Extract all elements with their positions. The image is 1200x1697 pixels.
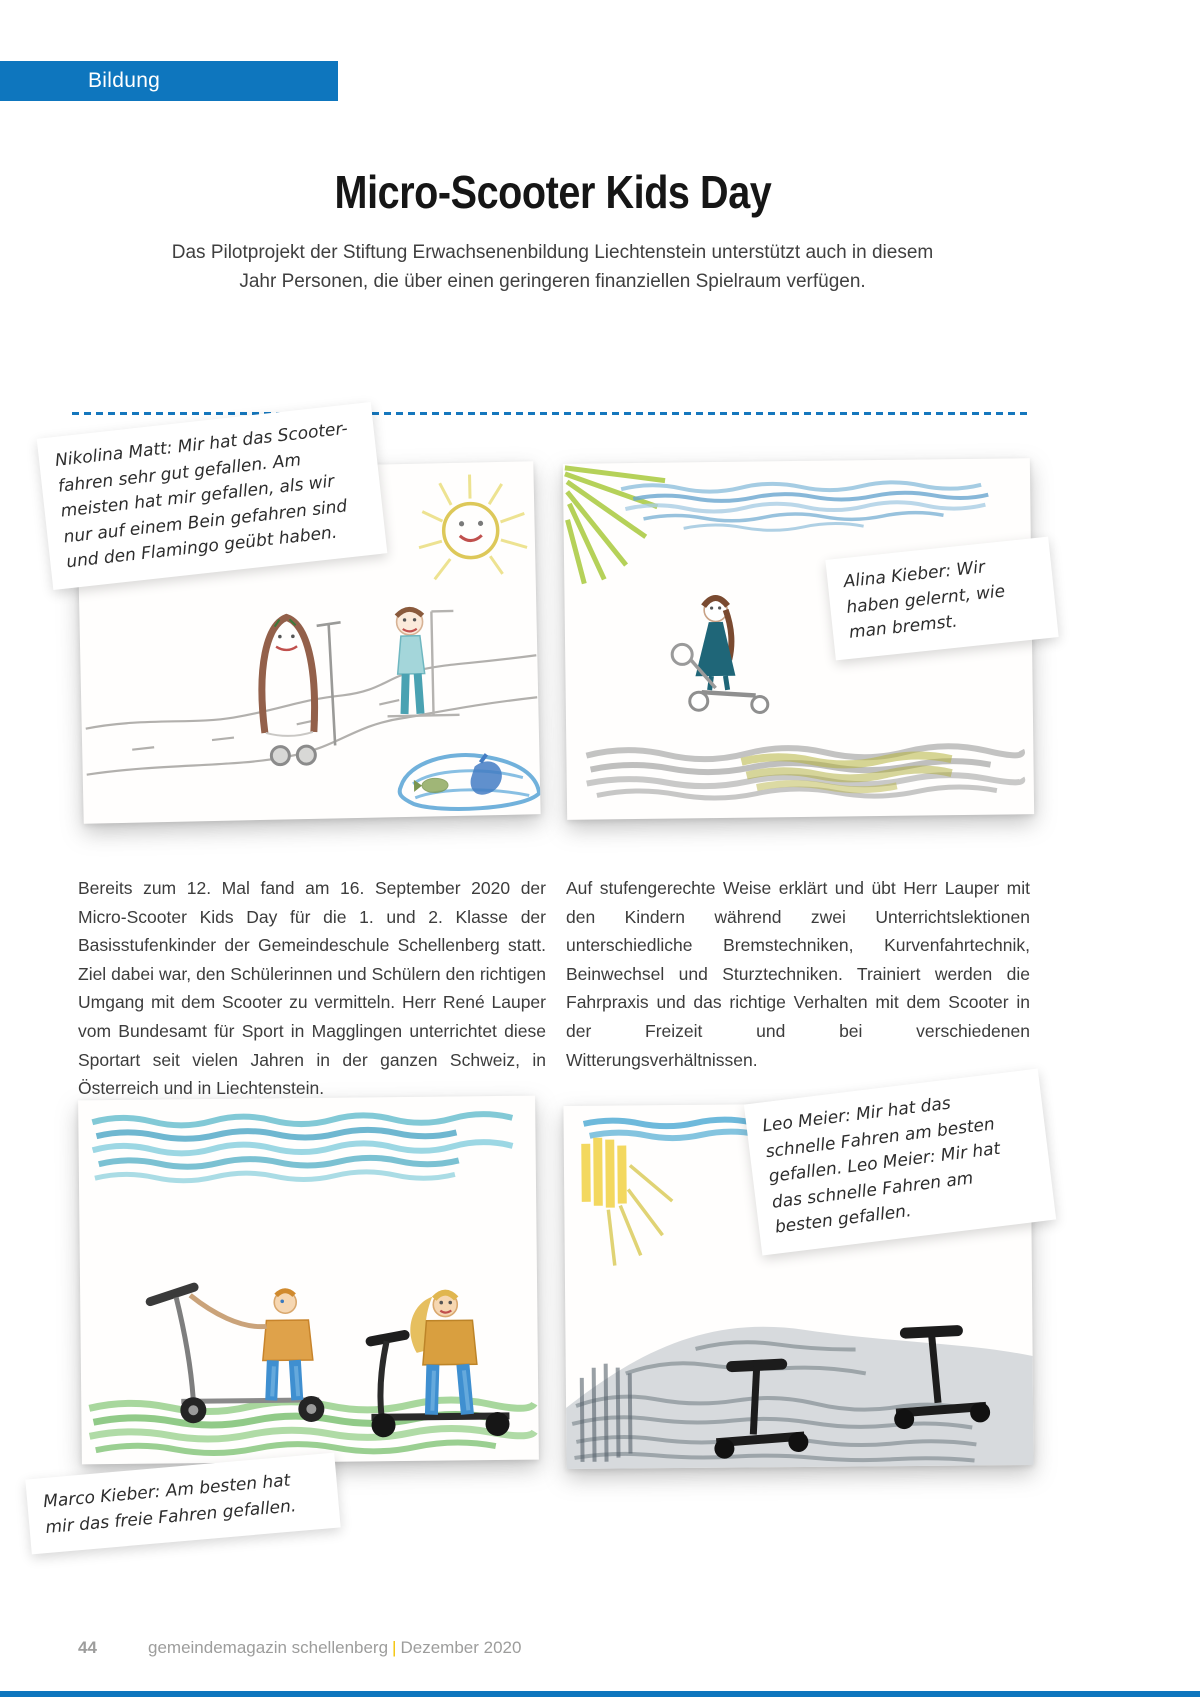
footer-magazine-line bbox=[148, 1638, 521, 1658]
right-rider-drawing bbox=[370, 1292, 510, 1437]
note-text: Nikolina Matt: Mir hat das Scooter-fahren sehr gut gefallen. Am meisten hat mir gefallen, als wir nur auf einem Bein gefahren sind und den Flamingo geübt haben. bbox=[54, 418, 349, 573]
drawing-photo-bottom-left bbox=[78, 1096, 539, 1465]
dashed-divider bbox=[72, 412, 1032, 415]
category-label: Bildung bbox=[88, 69, 161, 92]
article-column-left bbox=[78, 874, 546, 1103]
footer-separator: | bbox=[392, 1638, 397, 1657]
ground-scribble-drawing bbox=[586, 745, 1022, 799]
girl-scooter-drawing bbox=[671, 597, 767, 713]
handwritten-note-marco bbox=[25, 1453, 340, 1555]
page-footer bbox=[78, 1638, 522, 1658]
child-drawing-two-riders bbox=[78, 1096, 539, 1465]
article-paragraph-left: Bereits zum 12. Mal fand am 16. September 2020 der Micro-Scooter Kids Day für die 1. und 2. Klasse der Basisstufenkinder der Gemeindeschule Schellenberg statt. Ziel dabei war, den Schülerinnen und Schülern den richtigen Umgang mit dem Scooter zu vermitteln. Herr René Lauper vom Bundesamt für Sport in Magglingen unterrichtet diese Sportart seit vielen Jahren in der ganzen Schweiz, in Österreich und in Liechtenstein. bbox=[78, 878, 546, 1099]
article-paragraph-right: Auf stufengerechte Weise erklärt und übt Herr Lauper mit den Kindern während zwei Unterrichtslektionen unterschiedliche Bremstechniken, Kurvenfahrtechnik, Beinwechsel und Sturztechniken. Trainiert werden die Fahrpraxis und das richtige Verhalten mit dem Scooter in der Freizeit und bei verschiedenen Witterungsverhältnissen. bbox=[566, 878, 1030, 1070]
sky-scribble-drawing bbox=[92, 1114, 513, 1182]
page-subtitle: Das Pilotprojekt der Stiftung Erwachsenenbildung Liechtenstein unterstützt auch in diesem Jahr Personen, die über einen geringeren finanziellen Spielraum verfügen. bbox=[171, 242, 934, 292]
bottom-page-band bbox=[0, 1691, 1200, 1697]
subtitle-wrap bbox=[75, 238, 1030, 296]
magazine-name: gemeindemagazin schellenberg bbox=[148, 1638, 389, 1657]
page-title: Micro-Scooter Kids Day bbox=[334, 166, 771, 218]
note-text: Marco Kieber: Am besten hat mir das freie Fahren gefallen. bbox=[42, 1470, 297, 1538]
note-text: Leo Meier: Mir hat das schnelle Fahren am besten gefallen. Leo Meier: Mir hat das schnelle Fahren am besten gefallen. bbox=[761, 1093, 1002, 1238]
article-column-right bbox=[566, 874, 1030, 1074]
page-number: 44 bbox=[78, 1638, 97, 1657]
title-wrap bbox=[75, 165, 1030, 219]
note-text: Alina Kieber: Wir haben gelernt, wie man bremst. bbox=[842, 557, 1006, 643]
sun-drawing bbox=[586, 1137, 673, 1266]
issue-date: Dezember 2020 bbox=[400, 1638, 522, 1657]
sky-scribble-drawing bbox=[621, 481, 989, 532]
pond-drawing bbox=[399, 753, 540, 810]
sun-drawing bbox=[418, 473, 528, 579]
category-band bbox=[0, 61, 338, 101]
